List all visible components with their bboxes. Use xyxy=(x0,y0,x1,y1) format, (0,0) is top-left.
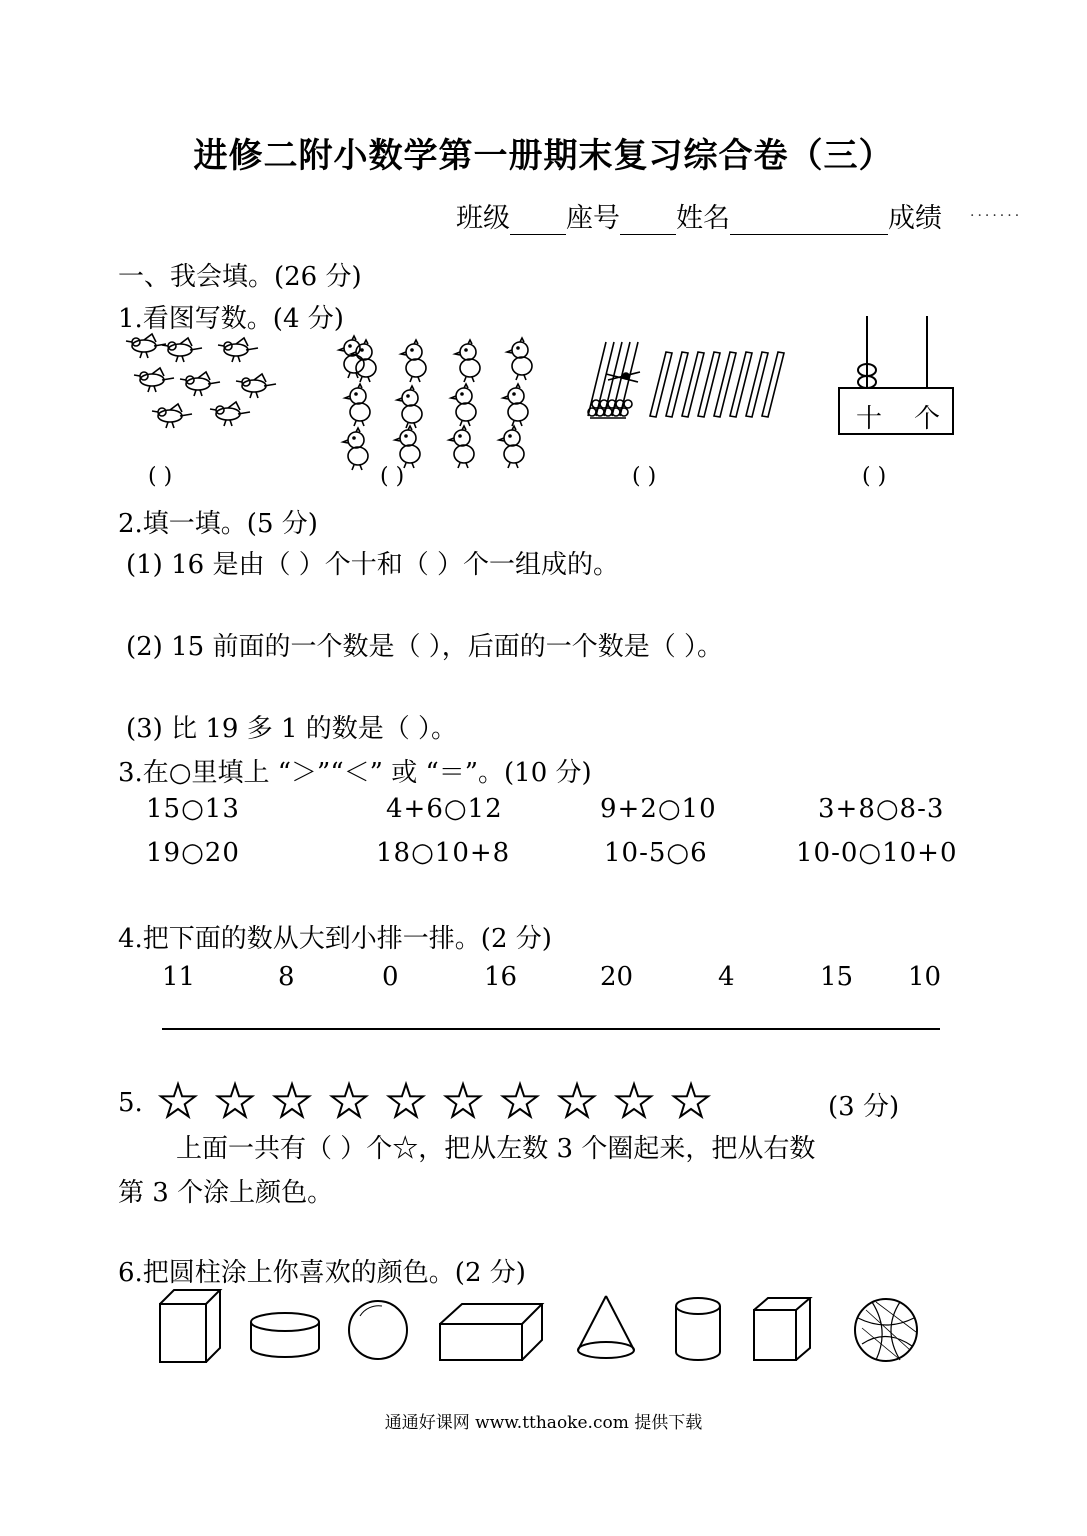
q2-item-1: (1) 16 是由（ ）个十和（ ）个一组成的。 xyxy=(126,550,619,580)
score-label: 成绩 xyxy=(888,203,942,234)
q3-row1-item3[interactable]: 9+2○10 xyxy=(600,794,717,824)
q4-answer-line[interactable] xyxy=(162,1028,940,1030)
star-icon[interactable] xyxy=(275,1084,309,1117)
star-icon[interactable] xyxy=(218,1084,252,1117)
page-title: 进修二附小数学第一册期末复习综合卷（三） xyxy=(193,136,894,176)
q3-row1-item4[interactable]: 3+8○8-3 xyxy=(818,794,945,824)
q1-answer-sticks[interactable]: ( ) xyxy=(632,464,657,489)
star-icon[interactable] xyxy=(389,1084,423,1117)
cuboid-shape[interactable] xyxy=(440,1304,542,1360)
q4-number: 8 xyxy=(278,962,295,992)
star-icon[interactable] xyxy=(503,1084,537,1117)
star-icon[interactable] xyxy=(161,1084,195,1117)
q5-line2: 第 3 个涂上颜色。 xyxy=(118,1178,334,1208)
star-icon[interactable] xyxy=(332,1084,366,1117)
q4-heading: 4.把下面的数从大到小排一排。(2 分) xyxy=(118,924,552,954)
q1-heading: 1.看图写数。(4 分) xyxy=(118,304,344,334)
cube-shape[interactable] xyxy=(160,1290,220,1362)
footer: 通通好课网 www.tthaoke.com 提供下载 xyxy=(384,1413,703,1433)
star-icon[interactable] xyxy=(560,1084,594,1117)
q5-points: (3 分) xyxy=(828,1092,900,1122)
q5-number: 5. xyxy=(118,1088,143,1118)
q3-row1-item2[interactable]: 4+6○12 xyxy=(386,794,503,824)
star-icon[interactable] xyxy=(674,1084,708,1117)
star-icon[interactable] xyxy=(446,1084,480,1117)
q3-row2-item2[interactable]: 18○10+8 xyxy=(376,838,511,868)
q2-item-3: (3) 比 19 多 1 的数是（ ）。 xyxy=(126,714,458,744)
ball-shape[interactable] xyxy=(855,1299,917,1361)
q2-item-2: (2) 15 前面的一个数是（ ），后面的一个数是（ ）。 xyxy=(126,632,723,662)
q3-row2-item3[interactable]: 10-5○6 xyxy=(604,838,708,868)
stick-bundle xyxy=(588,342,640,418)
q6-shapes xyxy=(150,1288,930,1368)
q2-heading: 2.填一填。(5 分) xyxy=(118,509,318,539)
q6-heading: 6.把圆柱涂上你喜欢的颜色。(2 分) xyxy=(118,1258,526,1288)
single-sticks xyxy=(650,352,784,417)
flat-cylinder-shape[interactable] xyxy=(251,1313,319,1357)
q3-row2-item4[interactable]: 10-0○10+0 xyxy=(796,838,958,868)
abacus xyxy=(838,312,954,436)
star-icon[interactable] xyxy=(617,1084,651,1117)
abacus-tens-label: 十 xyxy=(856,404,883,434)
seat-field[interactable] xyxy=(620,208,676,235)
chicks-picture xyxy=(340,338,550,472)
class-label: 班级 xyxy=(456,203,510,234)
cylinder-shape[interactable] xyxy=(676,1298,720,1360)
stars-row xyxy=(158,1082,718,1122)
q4-number: 20 xyxy=(600,962,634,992)
cube-shape-2[interactable] xyxy=(754,1298,810,1360)
abacus-ones-label: 个 xyxy=(914,404,941,434)
q1-answer-birds[interactable]: ( ) xyxy=(148,464,173,489)
sphere-shape[interactable] xyxy=(349,1301,407,1359)
q1-answer-chicks[interactable]: ( ) xyxy=(380,464,405,489)
q3-heading: 3.在○里填上 “＞”“＜” 或 “＝”。(10 分) xyxy=(118,758,592,788)
info-line xyxy=(456,196,942,235)
q3-row2-item1[interactable]: 19○20 xyxy=(146,838,240,868)
sticks-picture xyxy=(580,336,790,426)
q5-line1: 上面一共有（ ）个☆，把从左数 3 个圈起来，把从右数 xyxy=(176,1134,816,1164)
q4-number: 10 xyxy=(908,962,942,992)
score-dots: ······· xyxy=(970,208,1023,224)
seat-label: 座号 xyxy=(566,203,620,234)
q4-number: 11 xyxy=(162,962,196,992)
q1-answer-abacus[interactable]: ( ) xyxy=(862,464,887,489)
q3-row1-item1[interactable]: 15○13 xyxy=(146,794,240,824)
birds-picture xyxy=(130,336,290,446)
q4-number: 0 xyxy=(382,962,399,992)
name-field[interactable] xyxy=(730,208,888,235)
cone-shape[interactable] xyxy=(578,1296,634,1358)
q4-number: 15 xyxy=(820,962,854,992)
q4-number: 4 xyxy=(718,962,735,992)
class-field[interactable] xyxy=(510,208,566,235)
q4-number: 16 xyxy=(484,962,518,992)
name-label: 姓名 xyxy=(676,203,730,234)
section1-heading: 一、我会填。(26 分) xyxy=(118,262,362,292)
